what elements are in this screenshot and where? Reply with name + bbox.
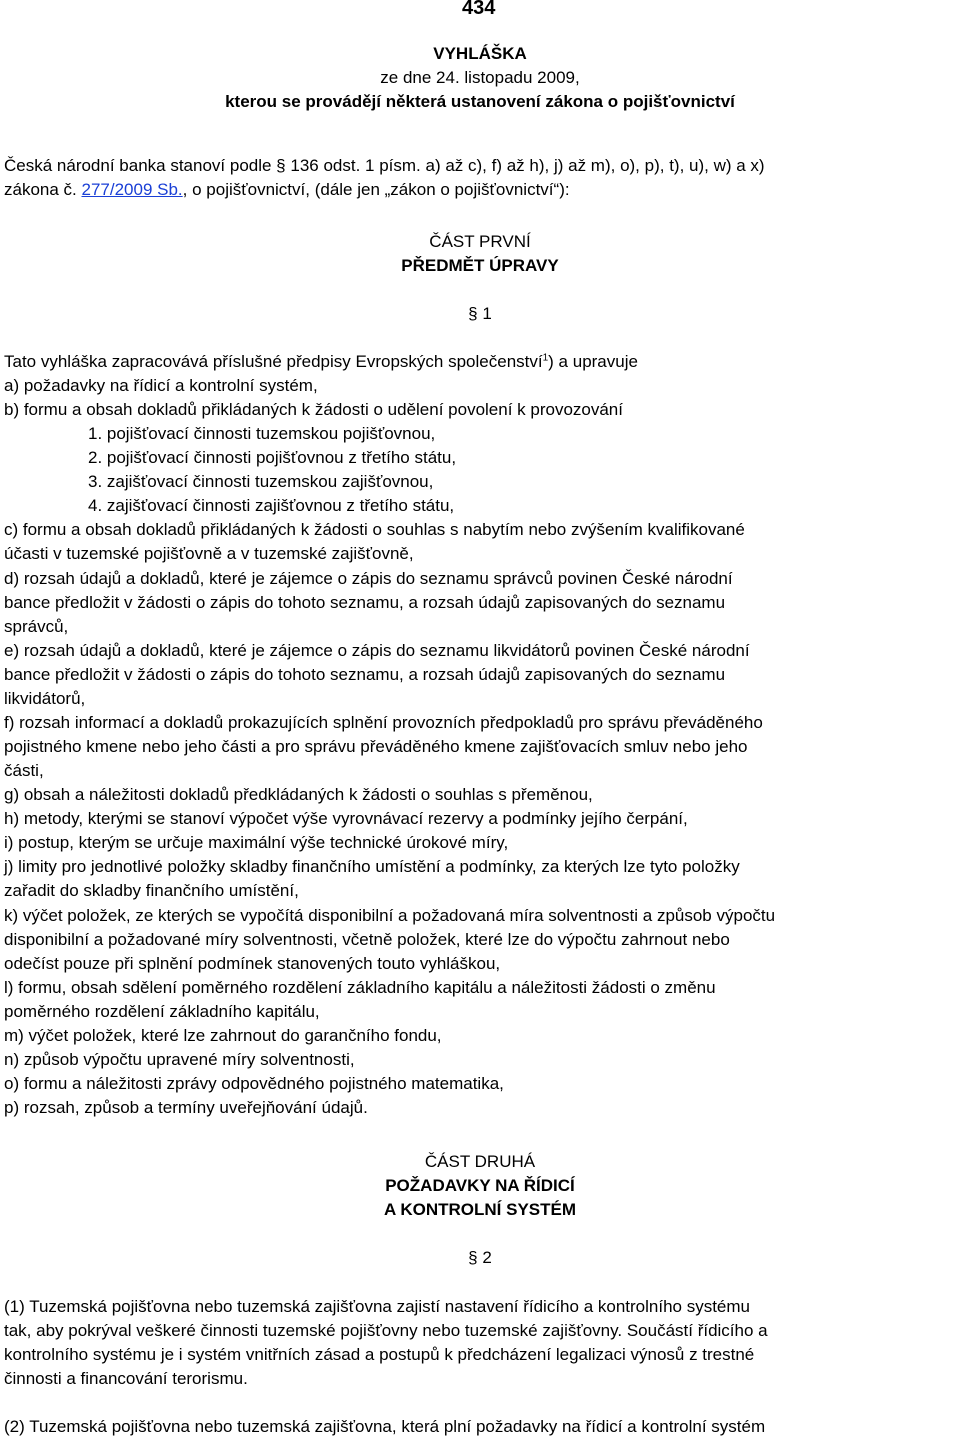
- list-item: části,: [4, 761, 44, 781]
- list-item: účasti v tuzemské pojišťovně a v tuzemské zajišťovně,: [4, 544, 414, 564]
- list-item: 4. zajišťovací činnosti zajišťovnou z třetího státu,: [88, 496, 455, 516]
- part2-label: ČÁST DRUHÁ: [424, 1152, 536, 1171]
- list-item: l) formu, obsah sdělení poměrného rozdělení základního kapitálu a náležitosti žádosti o změnu: [4, 977, 716, 997]
- intro-line-1: Česká národní banka stanoví podle § 136 odst. 1 písm. a) až c), f) až h), j) až m), o), p), t), u), w) a x): [4, 156, 765, 175]
- part2-title-2: A KONTROLNÍ SYSTÉM: [383, 1200, 577, 1219]
- list-item: a) požadavky na řídicí a kontrolní systém,: [4, 376, 318, 395]
- para1-line: činnosti a financování terorismu.: [4, 1369, 248, 1388]
- list-item: bance předložit v žádosti o zápis do tohoto seznamu, a rozsah údajů zapisovaných do seznamu: [4, 664, 726, 684]
- list-item: j) limity pro jednotlivé položky skladby finančního umístění a podmínky, za kterých lze tyto položky: [4, 857, 740, 877]
- list-item: f) rozsah informací a dokladů prokazujících splnění provozních předpokladů pro správu převáděného: [4, 712, 763, 732]
- list-item: b) formu a obsah dokladů přikládaných k žádosti o udělení povolení k provozování: [4, 400, 623, 420]
- list-item: e) rozsah údajů a dokladů, které je zájemce o zápis do seznamu likvidátorů povinen České národní: [4, 640, 750, 660]
- decree-date: ze dne 24. listopadu 2009,: [380, 68, 580, 87]
- list-item: bance předložit v žádosti o zápis do tohoto seznamu, a rozsah údajů zapisovaných do seznamu: [4, 592, 726, 612]
- list-item: k) výčet položek, ze kterých se vypočítá disponibilní a požadovaná míra solventnosti a způsob výpočtu: [4, 905, 776, 925]
- part1-label: ČÁST PRVNÍ: [429, 232, 531, 251]
- list-item: poměrného rozdělení základního kapitálu,: [4, 1001, 320, 1021]
- list-item: i) postup, kterým se určuje maximální výše technické úrokové míry,: [4, 833, 509, 853]
- para2-line: (2) Tuzemská pojišťovna nebo tuzemská zajišťovna, která plní požadavky na řídicí a kontrolní systém: [4, 1417, 766, 1436]
- list-item: 1. pojišťovací činnosti tuzemskou pojišťovnou,: [88, 424, 436, 444]
- list-item: d) rozsah údajů a dokladů, které je zájemce o zápis do seznamu správců povinen České národní: [4, 568, 733, 588]
- part1-title: PŘEDMĚT ÚPRAVY: [401, 256, 559, 275]
- intro-suffix: , o pojišťovnictví, (dále jen „zákon o pojišťovnictví“):: [182, 180, 570, 199]
- intro-prefix: zákona č.: [4, 180, 82, 199]
- list-item: odečíst pouze při splnění podmínek stanovených touto vyhláškou,: [4, 953, 501, 973]
- decree-subtitle: kterou se provádějí některá ustanovení zákona o pojišťovnictví: [225, 92, 735, 111]
- section-2-heading: § 2: [468, 1248, 492, 1267]
- para1-line: kontrolního systému je i systém vnitřních zásad a postupů k předcházení legalizaci výnosů z trestné: [4, 1345, 755, 1364]
- section-1-heading: § 1: [468, 304, 492, 323]
- decree-title: VYHLÁŠKA: [433, 44, 527, 63]
- law-link[interactable]: 277/2009 Sb.: [81, 180, 183, 199]
- list-item: c) formu a obsah dokladů přikládaných k žádosti o souhlas s nabytím nebo zvýšením kvalifikované: [4, 520, 745, 540]
- list-item: p) rozsah, způsob a termíny uveřejňování údajů.: [4, 1098, 368, 1118]
- list-item: 2. pojišťovací činnosti pojišťovnou z třetího státu,: [88, 448, 457, 468]
- para1-line: (1) Tuzemská pojišťovna nebo tuzemská zajišťovna zajistí nastavení řídicího a kontrolního systému: [4, 1297, 750, 1316]
- list-item: zařadit do skladby finančního umístění,: [4, 881, 299, 901]
- list-item: pojistného kmene nebo jeho části a pro správu převáděného kmene zajišťovacích smluv nebo jeho: [4, 737, 748, 757]
- part2-title-1: POŽADAVKY NA ŘÍDICÍ: [385, 1176, 575, 1195]
- list-item: g) obsah a náležitosti dokladů předkládaných k žádosti o souhlas s přeměnou,: [4, 785, 593, 805]
- list-item: m) výčet položek, které lze zahrnout do garančního fondu,: [4, 1025, 442, 1045]
- lead-text: Tato vyhláška zapracovává příslušné předpisy Evropských společenství: [4, 352, 543, 371]
- list-item: 3. zajišťovací činnosti tuzemskou zajišťovnou,: [88, 472, 434, 492]
- list-item: n) způsob výpočtu upravené míry solventnosti,: [4, 1049, 355, 1069]
- part1-lead: [4, 350, 960, 374]
- list-item: správců,: [4, 616, 69, 636]
- page-number: 434: [462, 0, 496, 19]
- list-item: disponibilní a požadované míry solventnosti, včetně položek, které lze do výpočtu zahrnout nebo: [4, 929, 730, 949]
- lead-tail: ) a upravuje: [548, 352, 638, 371]
- list-item: h) metody, kterými se stanoví výpočet výše vyrovnávací rezervy a podmínky jejího čerpání,: [4, 809, 688, 829]
- intro-line-2: [4, 178, 960, 202]
- para1-line: tak, aby pokrýval veškeré činnosti tuzemské pojišťovny nebo tuzemské zajišťovny. Součástí řídicího a: [4, 1321, 768, 1340]
- list-item: o) formu a náležitosti zprávy odpovědného pojistného matematika,: [4, 1074, 504, 1094]
- list-item: likvidátorů,: [4, 688, 86, 708]
- footnote-ref[interactable]: 1: [542, 352, 549, 364]
